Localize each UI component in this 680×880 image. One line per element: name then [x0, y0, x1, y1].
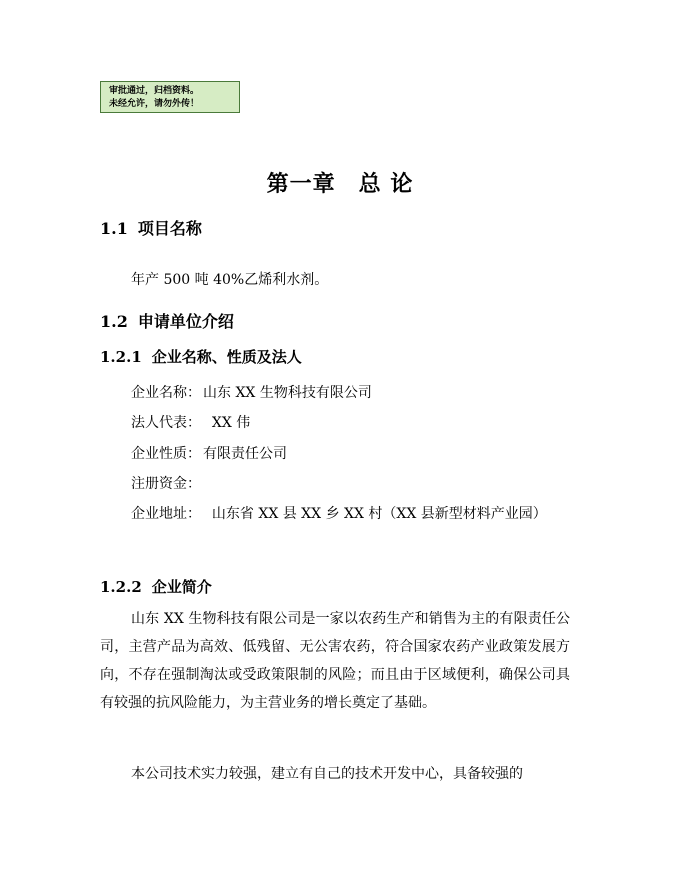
- chapter-title: 第一章 总 论: [266, 171, 414, 197]
- field-value: 山东 XX 生物科技有限公司: [203, 385, 372, 401]
- field-label: 企业地址：: [131, 506, 201, 522]
- field-legal-rep: [131, 412, 250, 432]
- field-value: XX 伟: [203, 415, 251, 431]
- company-intro-paragraph: 山东 XX 生物科技有限公司是一家以农药生产和销售为主的有限责任公司，主营产品为高效、低残留、无公害农药，符合国家农药产业政策发展方向，不存在强制淘汰或受政策限制的风险；而且由于区域便利，确保公司具有较强的抗风险能力，为主营业务的增长奠定了基础。: [100, 611, 570, 711]
- field-label: 企业性质：: [131, 446, 201, 462]
- field-address: [131, 503, 547, 523]
- stamp-line-1: 审批通过，归档资料。: [109, 86, 200, 96]
- field-label: 法人代表：: [131, 415, 201, 431]
- section-title: 申请单位介绍: [137, 312, 234, 331]
- field-company-type: [131, 443, 287, 463]
- section-number: 1.2.2: [100, 578, 142, 596]
- field-label: 注册资金：: [131, 476, 201, 492]
- project-name-text: 年产 500 吨 40%乙烯利水剂。: [131, 272, 329, 288]
- tech-strength-paragraph: 本公司技术实力较强，建立有自己的技术开发中心，具备较强的: [131, 766, 523, 782]
- stamp-line-2: 未经允许，请勿外传！: [109, 99, 200, 109]
- field-company-name: [131, 382, 372, 402]
- section-number: 1.2: [100, 312, 128, 331]
- section-title: 企业简介: [151, 578, 212, 596]
- approval-stamp: [100, 81, 240, 113]
- section-title: 项目名称: [137, 219, 202, 238]
- section-1-2-2-heading: [100, 576, 212, 597]
- field-value: 山东省 XX 县 XX 乡 XX 村（XX 县新型材料产业园）: [203, 506, 547, 522]
- section-1-2-1-heading: [100, 346, 302, 367]
- section-number: 1.1: [100, 219, 128, 238]
- field-value: 有限责任公司: [203, 446, 287, 462]
- section-number: 1.2.1: [100, 348, 142, 366]
- field-registered-capital: [131, 473, 203, 493]
- section-1-2-heading: [100, 309, 234, 332]
- section-1-1-heading: [100, 216, 202, 239]
- field-label: 企业名称：: [131, 385, 201, 401]
- section-title: 企业名称、性质及法人: [151, 348, 302, 366]
